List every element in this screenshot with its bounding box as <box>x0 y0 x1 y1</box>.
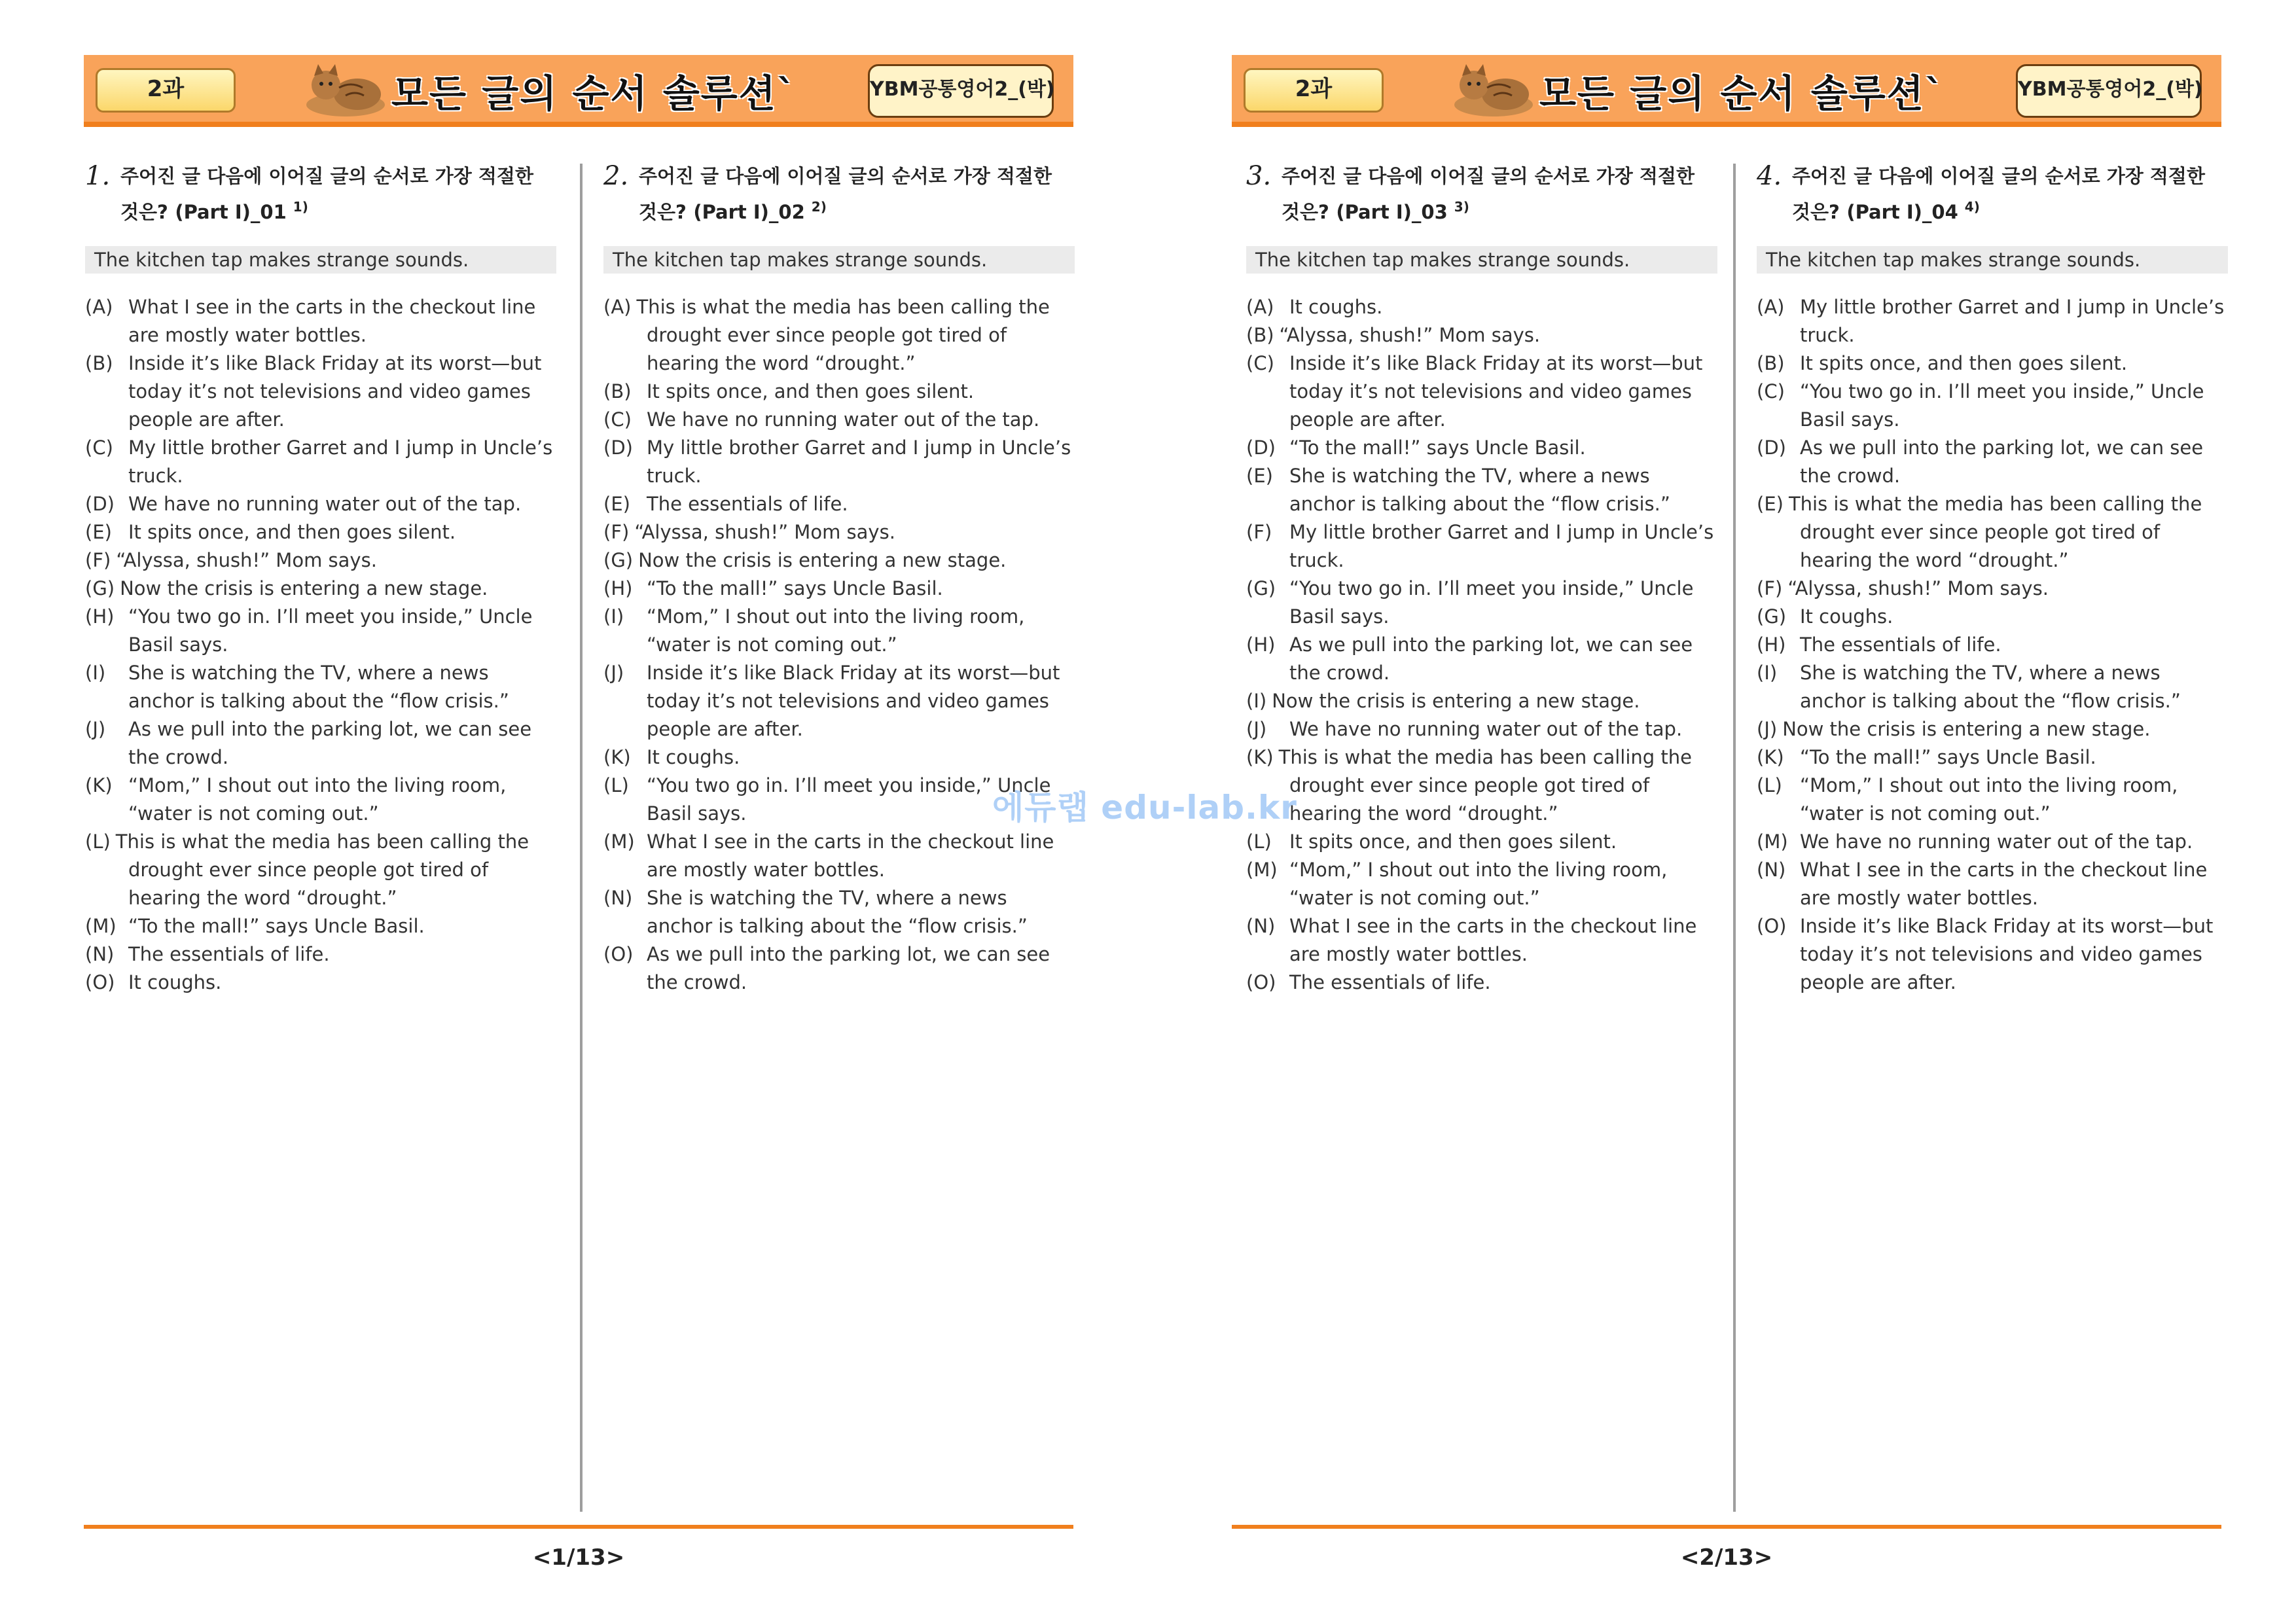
option-label: (M) <box>1246 859 1278 881</box>
option-item <box>85 940 556 969</box>
option-item <box>85 490 556 518</box>
option-text: My little brother Garret and I jump in Uncle’s truck. <box>1289 521 1714 571</box>
option-text: Inside it’s like Black Friday at its worst—but today it’s not televisions and video games people are after. <box>1289 352 1703 431</box>
option-item <box>1757 434 2228 490</box>
footnote-marker: 2) <box>811 199 827 215</box>
option-item <box>1246 349 1717 434</box>
option-text: My little brother Garret and I jump in Uncle’s truck. <box>647 437 1071 487</box>
option-text: Now the crisis is entering a new stage. <box>1272 690 1640 712</box>
option-label: (A) <box>603 296 632 318</box>
footer-rule <box>1232 1525 2221 1529</box>
option-label: (B) <box>1757 352 1785 374</box>
option-text: As we pull into the parking lot, we can see the crowd. <box>1800 437 2204 487</box>
option-label: (D) <box>603 437 633 459</box>
question-2 <box>603 161 1075 997</box>
option-text: Now the crisis is entering a new stage. <box>638 549 1007 571</box>
option-text: Now the crisis is entering a new stage. <box>120 577 488 599</box>
footnote-marker: 1) <box>293 199 308 215</box>
option-text: “To the mall!” says Uncle Basil. <box>647 577 943 599</box>
option-item <box>603 546 1075 575</box>
question-heading <box>603 161 1075 228</box>
question-prompt: 주어진 글 다음에 이어질 글의 순서로 가장 적절한 것은? <box>1282 165 1695 223</box>
option-text: We have no running water out of the tap. <box>647 408 1040 431</box>
option-label: (E) <box>1757 493 1784 515</box>
option-label: (N) <box>603 887 633 909</box>
option-label: (O) <box>1757 915 1787 937</box>
option-text: She is watching the TV, where a news anchor is talking about the “flow crisis.” <box>1289 465 1670 515</box>
question-prompt: 주어진 글 다음에 이어질 글의 순서로 가장 적절한 것은? <box>639 165 1052 223</box>
option-item <box>85 349 556 434</box>
option-label: (I) <box>1246 690 1267 712</box>
option-text: We have no running water out of the tap. <box>128 493 522 515</box>
option-text: As we pull into the parking lot, we can see the crowd. <box>647 943 1050 993</box>
option-item <box>85 772 556 828</box>
option-label: (O) <box>85 971 115 993</box>
option-item <box>1757 715 2228 743</box>
option-label: (G) <box>1757 605 1787 628</box>
option-item <box>1757 293 2228 349</box>
option-label: (E) <box>603 493 630 515</box>
option-label: (H) <box>85 605 115 628</box>
page-number: <2/13> <box>1680 1544 1773 1571</box>
column-divider <box>580 164 583 1512</box>
option-label: (N) <box>1757 859 1786 881</box>
option-label: (M) <box>1757 830 1788 853</box>
option-item <box>85 575 556 603</box>
option-item <box>603 603 1075 659</box>
option-text: “You two go in. I’ll meet you inside,” Uncle Basil says. <box>1289 577 1694 628</box>
option-label: (L) <box>1757 774 1782 796</box>
option-label: (B) <box>85 352 113 374</box>
option-text: What I see in the carts in the checkout line are mostly water bottles. <box>1800 859 2208 909</box>
option-item <box>85 912 556 940</box>
option-text: The essentials of life. <box>647 493 848 515</box>
option-item <box>1246 828 1717 856</box>
option-text: We have no running water out of the tap. <box>1800 830 2193 853</box>
option-item <box>85 969 556 997</box>
option-text: “Mom,” I shout out into the living room, “water is not coming out.” <box>647 605 1025 656</box>
option-item <box>85 715 556 772</box>
option-item <box>1246 462 1717 518</box>
option-list <box>603 293 1075 997</box>
option-item <box>1246 856 1717 912</box>
option-text: Inside it’s like Black Friday at its worst—but today it’s not televisions and video games people are after. <box>647 662 1060 740</box>
option-label: (M) <box>603 830 635 853</box>
page-header <box>1232 55 2221 127</box>
option-label: (I) <box>1757 662 1778 684</box>
option-text: This is what the media has been calling the drought ever since people got tired of hearing the word “drought.” <box>636 296 1050 374</box>
question-ref: (Part I)_01 <box>175 201 287 223</box>
question-number: 3. <box>1246 161 1272 191</box>
option-text: Now the crisis is entering a new stage. <box>1782 718 2151 740</box>
option-text: “Mom,” I shout out into the living room, “water is not coming out.” <box>128 774 507 825</box>
option-item <box>85 434 556 490</box>
page-header <box>84 55 1073 127</box>
question-number: 2. <box>603 161 629 191</box>
given-sentence: The kitchen tap makes strange sounds. <box>85 246 556 274</box>
option-item <box>1757 378 2228 434</box>
footnote-marker: 3) <box>1454 199 1469 215</box>
option-list <box>85 293 556 997</box>
option-label: (J) <box>85 718 106 740</box>
option-item <box>1757 743 2228 772</box>
cat-icon <box>300 62 391 118</box>
option-text: The essentials of life. <box>1800 633 2001 656</box>
option-label: (K) <box>603 746 631 768</box>
banner-title: 모든 글의 순서 솔루션` <box>391 71 797 116</box>
option-list <box>1757 293 2228 997</box>
question-ref: (Part I)_04 <box>1846 201 1958 223</box>
option-item <box>603 940 1075 997</box>
option-item <box>603 575 1075 603</box>
option-label: (H) <box>1757 633 1786 656</box>
option-label: (A) <box>1757 296 1785 318</box>
book-badge: YBM공통영어2_(박) <box>2016 64 2202 118</box>
option-text: “To the mall!” says Uncle Basil. <box>1800 746 2096 768</box>
option-item <box>1757 912 2228 997</box>
option-item <box>1246 321 1717 349</box>
option-label: (I) <box>603 605 624 628</box>
option-text: “Alyssa, shush!” Mom says. <box>1787 577 2049 599</box>
option-text: Inside it’s like Black Friday at its worst—but today it’s not televisions and video games people are after. <box>1800 915 2214 993</box>
option-text: It coughs. <box>128 971 222 993</box>
column-divider <box>1733 164 1736 1512</box>
question-1 <box>85 161 556 997</box>
option-label: (C) <box>1246 352 1274 374</box>
option-item <box>603 293 1075 378</box>
option-label: (N) <box>85 943 115 965</box>
option-text: My little brother Garret and I jump in Uncle’s truck. <box>1800 296 2225 346</box>
question-prompt: 주어진 글 다음에 이어질 글의 순서로 가장 적절한 것은? <box>1792 165 2205 223</box>
option-item <box>603 434 1075 490</box>
option-text: “Alyssa, shush!” Mom says. <box>116 549 377 571</box>
option-label: (K) <box>85 774 113 796</box>
option-label: (J) <box>1246 718 1267 740</box>
option-item <box>1246 518 1717 575</box>
option-item <box>1757 772 2228 828</box>
option-label: (E) <box>1246 465 1273 487</box>
question-number: 1. <box>85 161 111 191</box>
option-item <box>85 828 556 912</box>
cat-icon <box>1448 62 1539 118</box>
lesson-badge: 2과 <box>96 68 236 113</box>
option-label: (B) <box>603 380 632 402</box>
option-item <box>603 378 1075 406</box>
question-4 <box>1757 161 2228 997</box>
option-text: We have no running water out of the tap. <box>1289 718 1683 740</box>
option-item <box>1757 349 2228 378</box>
question-heading <box>85 161 556 228</box>
option-item <box>1757 490 2228 575</box>
option-label: (G) <box>603 549 634 571</box>
option-text: “To the mall!” says Uncle Basil. <box>128 915 425 937</box>
option-item <box>1757 631 2228 659</box>
option-label: (C) <box>85 437 113 459</box>
option-text: Inside it’s like Black Friday at its worst—but today it’s not televisions and video games people are after. <box>128 352 542 431</box>
option-text: “Mom,” I shout out into the living room, “water is not coming out.” <box>1800 774 2178 825</box>
option-item <box>603 884 1075 940</box>
option-label: (G) <box>1246 577 1276 599</box>
option-item <box>1246 912 1717 969</box>
option-text: “You two go in. I’ll meet you inside,” Uncle Basil says. <box>647 774 1051 825</box>
option-item <box>1246 434 1717 462</box>
option-label: (C) <box>1757 380 1785 402</box>
option-label: (O) <box>1246 971 1276 993</box>
option-text: What I see in the carts in the checkout line are mostly water bottles. <box>128 296 536 346</box>
option-label: (M) <box>85 915 117 937</box>
option-label: (F) <box>603 521 630 543</box>
given-sentence: The kitchen tap makes strange sounds. <box>603 246 1075 274</box>
option-label: (C) <box>603 408 632 431</box>
option-item <box>1246 969 1717 997</box>
option-text: “To the mall!” says Uncle Basil. <box>1289 437 1586 459</box>
option-item <box>1757 828 2228 856</box>
banner-title: 모든 글의 순서 솔루션` <box>1539 71 1945 116</box>
option-label: (N) <box>1246 915 1276 937</box>
option-item <box>603 828 1075 884</box>
option-item <box>1757 603 2228 631</box>
option-item <box>85 603 556 659</box>
option-text: “You two go in. I’ll meet you inside,” Uncle Basil says. <box>128 605 533 656</box>
option-list <box>1246 293 1717 997</box>
option-item <box>85 293 556 349</box>
option-item <box>1246 715 1717 743</box>
option-label: (L) <box>603 774 629 796</box>
option-text: It spits once, and then goes silent. <box>1289 830 1617 853</box>
option-item <box>1757 659 2228 715</box>
option-text: “Alyssa, shush!” Mom says. <box>1279 324 1541 346</box>
option-label: (J) <box>603 662 624 684</box>
option-item <box>1246 631 1717 687</box>
footer-rule <box>84 1525 1073 1529</box>
option-label: (F) <box>85 549 111 571</box>
page-2 <box>1148 0 2296 1623</box>
option-text: She is watching the TV, where a news anchor is talking about the “flow crisis.” <box>647 887 1028 937</box>
option-label: (O) <box>603 943 634 965</box>
option-label: (I) <box>85 662 106 684</box>
option-item <box>603 659 1075 743</box>
option-label: (K) <box>1757 746 1784 768</box>
option-label: (J) <box>1757 718 1778 740</box>
option-text: “Alyssa, shush!” Mom says. <box>634 521 895 543</box>
option-item <box>85 659 556 715</box>
option-label: (D) <box>1246 437 1276 459</box>
option-label: (K) <box>1246 746 1274 768</box>
option-text: It spits once, and then goes silent. <box>1800 352 2128 374</box>
option-text: “You two go in. I’ll meet you inside,” Uncle Basil says. <box>1800 380 2204 431</box>
option-item <box>85 546 556 575</box>
option-text: As we pull into the parking lot, we can see the crowd. <box>1289 633 1693 684</box>
lesson-badge: 2과 <box>1244 68 1384 113</box>
option-text: As we pull into the parking lot, we can see the crowd. <box>128 718 532 768</box>
option-label: (H) <box>1246 633 1276 656</box>
option-text: This is what the media has been calling the drought ever since people got tired of hearing the word “drought.” <box>115 830 529 909</box>
option-text: What I see in the carts in the checkout line are mostly water bottles. <box>1289 915 1697 965</box>
option-item <box>1246 293 1717 321</box>
option-item <box>1757 856 2228 912</box>
option-item <box>603 490 1075 518</box>
option-text: She is watching the TV, where a news anchor is talking about the “flow crisis.” <box>1800 662 2181 712</box>
option-item <box>603 743 1075 772</box>
option-text: It spits once, and then goes silent. <box>128 521 456 543</box>
given-sentence: The kitchen tap makes strange sounds. <box>1757 246 2228 274</box>
option-item <box>1757 575 2228 603</box>
option-text: This is what the media has been calling the drought ever since people got tired of hearing the word “drought.” <box>1278 746 1692 825</box>
option-text: The essentials of life. <box>1289 971 1491 993</box>
option-item <box>603 518 1075 546</box>
option-text: It coughs. <box>1289 296 1383 318</box>
option-text: It spits once, and then goes silent. <box>647 380 975 402</box>
option-item <box>85 518 556 546</box>
option-label: (H) <box>603 577 633 599</box>
given-sentence: The kitchen tap makes strange sounds. <box>1246 246 1717 274</box>
book-badge: YBM공통영어2_(박) <box>868 64 1054 118</box>
option-text: It coughs. <box>1800 605 1893 628</box>
question-heading <box>1757 161 2228 228</box>
footnote-marker: 4) <box>1964 199 1980 215</box>
option-label: (F) <box>1757 577 1783 599</box>
option-item <box>1246 743 1717 828</box>
watermark: 에듀랩 edu-lab.kr <box>992 789 1297 827</box>
option-label: (D) <box>85 493 115 515</box>
option-item <box>1246 575 1717 631</box>
option-text: “Mom,” I shout out into the living room, “water is not coming out.” <box>1289 859 1668 909</box>
option-text: This is what the media has been calling the drought ever since people got tired of hearing the word “drought.” <box>1788 493 2202 571</box>
question-ref: (Part I)_02 <box>693 201 805 223</box>
option-text: The essentials of life. <box>128 943 330 965</box>
option-label: (G) <box>85 577 115 599</box>
question-3 <box>1246 161 1717 997</box>
page-number: <1/13> <box>532 1544 625 1571</box>
option-text: My little brother Garret and I jump in Uncle’s truck. <box>128 437 553 487</box>
option-label: (F) <box>1246 521 1272 543</box>
option-item <box>1246 687 1717 715</box>
question-ref: (Part I)_03 <box>1336 201 1448 223</box>
option-label: (D) <box>1757 437 1786 459</box>
question-heading <box>1246 161 1717 228</box>
option-label: (A) <box>1246 296 1274 318</box>
option-text: It coughs. <box>647 746 740 768</box>
option-item <box>603 406 1075 434</box>
question-prompt: 주어진 글 다음에 이어질 글의 순서로 가장 적절한 것은? <box>120 165 533 223</box>
question-number: 4. <box>1757 161 1782 191</box>
option-text: She is watching the TV, where a news anchor is talking about the “flow crisis.” <box>128 662 509 712</box>
option-label: (A) <box>85 296 113 318</box>
option-label: (L) <box>85 830 111 853</box>
option-label: (B) <box>1246 324 1274 346</box>
option-label: (E) <box>85 521 112 543</box>
option-text: What I see in the carts in the checkout line are mostly water bottles. <box>647 830 1054 881</box>
option-label: (L) <box>1246 830 1272 853</box>
